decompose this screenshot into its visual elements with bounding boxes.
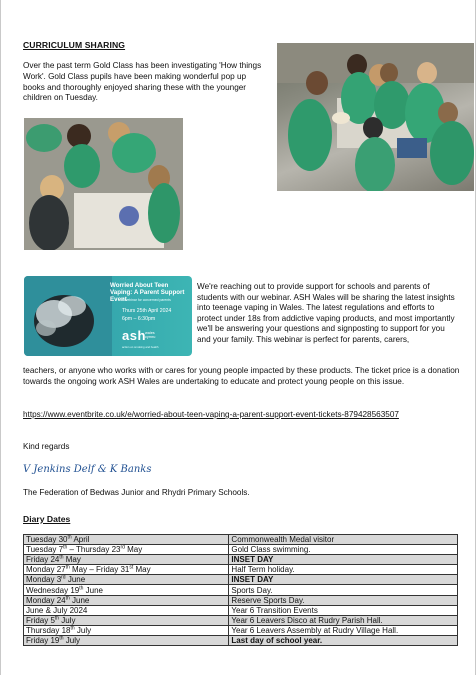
ash-logo-sub — [145, 331, 155, 339]
diary-date-cell: Monday 3rd June — [24, 575, 229, 585]
poster-date: Thurs 25th April 2024 — [122, 308, 172, 314]
diary-date-cell: June & July 2024 — [24, 605, 229, 615]
vaping-event-poster — [24, 276, 192, 356]
diary-event-cell: Gold Class swimming. — [229, 545, 458, 555]
diary-event-cell: Commonwealth Medal visitor — [229, 535, 458, 545]
diary-date-cell: Friday 19th July — [24, 635, 229, 645]
curriculum-paragraph: Over the past term Gold Class has been investigating 'How things Work'. Gold Class pupils have been making wonderful pop up books and thoroughly enjoyed sharing these with the younger children on Tuesday. — [23, 61, 262, 103]
table-row — [24, 625, 458, 635]
eventbrite-link[interactable]: https://www.eventbrite.co.uk/e/worried-about-teen-vaping-a-parent-support-event-tickets-879428563507 — [23, 410, 399, 419]
federation-name: The Federation of Bedwas Junior and Rhydri Primary Schools. — [23, 488, 250, 497]
curriculum-photo-left — [24, 118, 183, 250]
webinar-paragraph-bottom: teachers, or anyone who works with or cares for young people impacted by these products. The ticket price is a donation towards the ongoing work ASH Wales are undertaking to educate and protect young people on this issue. — [23, 366, 460, 386]
ash-logo: ash — [122, 328, 146, 343]
poster-tagline: action on smoking and health — [122, 345, 159, 349]
diary-date-cell: Monday 27th May – Friday 31st May — [24, 565, 229, 575]
diary-event-cell: Year 6 Leavers Assembly at Rudry Village Hall. — [229, 625, 458, 635]
diary-dates-heading: Diary Dates — [23, 514, 71, 524]
table-row — [24, 545, 458, 555]
curriculum-photo-right — [277, 43, 474, 191]
diary-event-cell: Year 6 Transition Events — [229, 605, 458, 615]
diary-dates-table — [23, 534, 458, 646]
diary-event-cell: Year 6 Leavers Disco at Rudry Parish Hall. — [229, 615, 458, 625]
poster-subtitle: A webinar for concerned parents — [122, 298, 171, 302]
poster-time: 6pm – 6:30pm — [122, 316, 156, 322]
ash-logo-cymru: cymru — [145, 335, 156, 340]
diary-date-cell: Monday 24th June — [24, 595, 229, 605]
table-row — [24, 565, 458, 575]
diary-date-cell: Thursday 18th July — [24, 625, 229, 635]
curriculum-heading: CURRICULUM SHARING — [23, 40, 126, 50]
table-row — [24, 615, 458, 625]
table-row — [24, 555, 458, 565]
diary-date-cell: Tuesday 7th – Thursday 23rd May — [24, 545, 229, 555]
table-row — [24, 575, 458, 585]
ash-logo-wales: wales — [145, 331, 155, 335]
kind-regards: Kind regards — [23, 442, 70, 451]
diary-date-cell: Tuesday 30th April — [24, 535, 229, 545]
table-row — [24, 585, 458, 595]
table-row — [24, 635, 458, 645]
diary-event-cell: Reserve Sports Day. — [229, 595, 458, 605]
diary-date-cell: Friday 24th May — [24, 555, 229, 565]
diary-event-cell: INSET DAY — [229, 575, 458, 585]
webinar-paragraph-top: We're reaching out to provide support for schools and parents of students with our webinar. ASH Wales will be sharing the latest insights into teenage vaping in Wales. The latest regulations and efforts to protect under 18s from addictive vaping products, and most importantly we'll be answering your questions and signposting to support for you and your family. This webinar is perfect for parents, carers, — [197, 282, 455, 344]
table-row — [24, 595, 458, 605]
table-row — [24, 535, 458, 545]
diary-event-cell: Last day of school year. — [229, 635, 458, 645]
vape-smoke-illustration — [24, 276, 112, 356]
table-row — [24, 605, 458, 615]
diary-event-cell: INSET DAY — [229, 555, 458, 565]
diary-date-cell: Wednesday 19th June — [24, 585, 229, 595]
diary-event-cell: Half Term holiday. — [229, 565, 458, 575]
diary-date-cell: Friday 5th July — [24, 615, 229, 625]
signature: V Jenkins Delf & K Banks — [23, 464, 152, 475]
poster-title: Worried About Teen Vaping: A Parent Support Event — [110, 282, 185, 303]
diary-event-cell: Sports Day. — [229, 585, 458, 595]
